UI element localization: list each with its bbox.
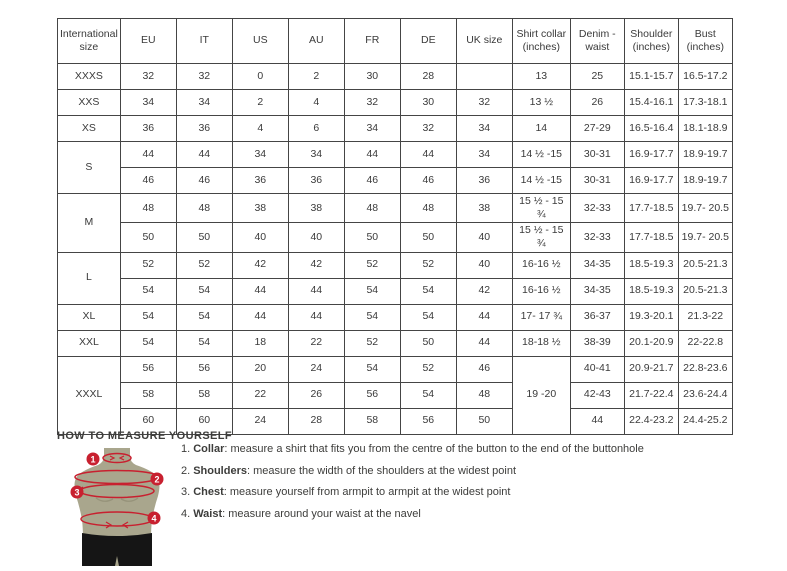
measure-instructions [181, 443, 644, 529]
size-value-cell: 21.7-22.4 [624, 382, 678, 408]
size-value-cell: 40 [456, 223, 512, 252]
size-row [58, 330, 733, 356]
size-value-cell: 6 [288, 116, 344, 142]
column-header: UK size [456, 19, 512, 64]
size-value-cell: 19.7- 20.5 [678, 194, 732, 223]
size-value-cell: 38-39 [570, 330, 624, 356]
size-value-cell: 56 [400, 408, 456, 434]
size-value-cell: 54 [400, 278, 456, 304]
size-value-cell: 48 [400, 194, 456, 223]
size-value-cell: 18.1-18.9 [678, 116, 732, 142]
size-value-cell: 20.5-21.3 [678, 278, 732, 304]
size-value-cell: 16.5-17.2 [678, 64, 732, 90]
column-header: FR [344, 19, 400, 64]
size-value-cell: 58 [344, 408, 400, 434]
size-value-cell: 52 [120, 252, 176, 278]
size-value-cell: 14 [512, 116, 570, 142]
size-value-cell: 17.7-18.5 [624, 223, 678, 252]
size-row [58, 90, 733, 116]
size-value-cell: 54 [400, 382, 456, 408]
size-value-cell: 36-37 [570, 304, 624, 330]
size-value-cell: 58 [120, 382, 176, 408]
size-value-cell: 34 [232, 142, 288, 168]
size-row [58, 382, 733, 408]
size-value-cell: 36 [120, 116, 176, 142]
size-value-cell: 50 [344, 223, 400, 252]
size-row [58, 64, 733, 90]
size-value-cell: 30-31 [570, 142, 624, 168]
header-row [58, 19, 733, 64]
measure-instruction-item [181, 443, 644, 465]
size-value-cell: 46 [456, 356, 512, 382]
size-value-cell: 17.7-18.5 [624, 194, 678, 223]
badge-4-number: 4 [151, 513, 157, 524]
size-value-cell: 32 [456, 90, 512, 116]
size-value-cell: 54 [344, 304, 400, 330]
instruction-text: : measure the width of the shoulders at the widest point [246, 464, 517, 477]
international-size-cell: XXXL [58, 356, 121, 434]
instruction-number: 2. [181, 464, 191, 477]
size-value-cell: 24 [288, 356, 344, 382]
size-value-cell: 22.4-23.2 [624, 408, 678, 434]
size-value-cell: 54 [120, 278, 176, 304]
size-value-cell: 34 [456, 116, 512, 142]
size-value-cell: 56 [120, 356, 176, 382]
size-chart-header [58, 19, 733, 64]
size-value-cell: 15.4-16.1 [624, 90, 678, 116]
size-chart-body [58, 64, 733, 435]
size-value-cell: 54 [400, 304, 456, 330]
size-value-cell: 17.3-18.1 [678, 90, 732, 116]
size-value-cell: 14 ½ -15 [512, 168, 570, 194]
size-value-cell: 40 [288, 223, 344, 252]
size-value-cell: 44 [456, 304, 512, 330]
size-value-cell: 54 [176, 330, 232, 356]
size-value-cell: 32-33 [570, 223, 624, 252]
column-header: IT [176, 19, 232, 64]
size-value-cell: 50 [400, 330, 456, 356]
size-value-cell: 46 [120, 168, 176, 194]
size-value-cell: 50 [456, 408, 512, 434]
size-value-cell: 16.5-16.4 [624, 116, 678, 142]
size-value-cell: 54 [176, 304, 232, 330]
instruction-label: Collar [193, 443, 225, 455]
measure-instruction-item [181, 465, 644, 487]
size-value-cell: 15.1-15.7 [624, 64, 678, 90]
size-value-cell: 42 [456, 278, 512, 304]
international-size-cell: S [58, 142, 121, 194]
size-value-cell: 42 [288, 252, 344, 278]
instruction-number: 4. [181, 507, 191, 520]
size-value-cell: 60 [176, 408, 232, 434]
instruction-label: Shoulders [193, 464, 247, 477]
column-header: Bust (inches) [678, 19, 732, 64]
size-value-cell: 28 [288, 408, 344, 434]
size-value-cell: 22-22.8 [678, 330, 732, 356]
column-header: International size [58, 19, 121, 64]
size-value-cell: 56 [344, 382, 400, 408]
international-size-cell: L [58, 252, 121, 304]
instruction-label: Waist [193, 507, 223, 520]
badge-2-number: 2 [154, 474, 160, 485]
size-value-cell: 15 ½ - 15 ¾ [512, 194, 570, 223]
size-value-cell: 54 [120, 304, 176, 330]
size-value-cell: 30 [344, 64, 400, 90]
size-value-cell: 20.9-21.7 [624, 356, 678, 382]
size-row [58, 356, 733, 382]
instruction-text: : measure around your waist at the navel [222, 507, 421, 520]
size-value-cell: 30-31 [570, 168, 624, 194]
size-value-cell: 46 [176, 168, 232, 194]
size-value-cell: 52 [344, 330, 400, 356]
instruction-text: : measure a shirt that fits you from the centre of the button to the end of the buttonhole [224, 443, 644, 455]
size-value-cell: 24.4-25.2 [678, 408, 732, 434]
size-value-cell: 22 [288, 330, 344, 356]
instruction-number: 3. [181, 486, 191, 498]
size-value-cell: 34 [456, 142, 512, 168]
column-header: US [232, 19, 288, 64]
international-size-cell: XXL [58, 330, 121, 356]
column-header: EU [120, 19, 176, 64]
size-value-cell: 48 [344, 194, 400, 223]
size-value-cell: 48 [176, 194, 232, 223]
size-value-cell: 23.6-24.4 [678, 382, 732, 408]
size-value-cell: 18.5-19.3 [624, 252, 678, 278]
size-value-cell: 42-43 [570, 382, 624, 408]
size-value-cell: 28 [400, 64, 456, 90]
size-value-cell: 38 [288, 194, 344, 223]
international-size-cell: XXXS [58, 64, 121, 90]
measure-instruction-item [181, 508, 644, 530]
size-value-cell: 20.1-20.9 [624, 330, 678, 356]
size-value-cell: 32 [400, 116, 456, 142]
size-value-cell: 54 [176, 278, 232, 304]
size-value-cell: 44 [288, 304, 344, 330]
size-value-cell: 58 [176, 382, 232, 408]
size-value-cell: 34 [288, 142, 344, 168]
size-row [58, 194, 733, 223]
size-value-cell: 32 [344, 90, 400, 116]
size-row [58, 252, 733, 278]
size-value-cell: 50 [176, 223, 232, 252]
column-header: Shoulder (inches) [624, 19, 678, 64]
size-value-cell: 44 [400, 142, 456, 168]
size-value-cell: 44 [456, 330, 512, 356]
size-value-cell: 32 [120, 64, 176, 90]
size-value-cell: 18.9-19.7 [678, 142, 732, 168]
size-value-cell: 22.8-23.6 [678, 356, 732, 382]
size-value-cell: 44 [232, 278, 288, 304]
size-value-cell: 34 [344, 116, 400, 142]
size-value-cell: 13 ½ [512, 90, 570, 116]
size-value-cell: 0 [232, 64, 288, 90]
size-value-cell: 34-35 [570, 278, 624, 304]
size-value-cell: 36 [288, 168, 344, 194]
size-value-cell [456, 64, 512, 90]
size-value-cell: 18 [232, 330, 288, 356]
size-row [58, 278, 733, 304]
size-value-cell: 17- 17 ¾ [512, 304, 570, 330]
size-value-cell: 32-33 [570, 194, 624, 223]
size-value-cell: 52 [176, 252, 232, 278]
size-value-cell: 26 [288, 382, 344, 408]
size-value-cell: 16.9-17.7 [624, 168, 678, 194]
size-value-cell: 44 [120, 142, 176, 168]
size-value-cell: 48 [456, 382, 512, 408]
size-chart-table [57, 18, 733, 435]
size-row [58, 116, 733, 142]
international-size-cell: XS [58, 116, 121, 142]
size-value-cell: 18-18 ½ [512, 330, 570, 356]
size-value-cell: 4 [288, 90, 344, 116]
column-header: DE [400, 19, 456, 64]
size-value-cell: 46 [344, 168, 400, 194]
size-value-cell: 38 [456, 194, 512, 223]
size-row [58, 168, 733, 194]
size-value-cell: 48 [120, 194, 176, 223]
measure-instruction-item [181, 486, 644, 508]
size-value-cell: 20.5-21.3 [678, 252, 732, 278]
size-value-cell: 54 [344, 278, 400, 304]
size-value-cell: 50 [400, 223, 456, 252]
size-value-cell: 13 [512, 64, 570, 90]
column-header: Shirt collar (inches) [512, 19, 570, 64]
size-value-cell: 40 [232, 223, 288, 252]
size-value-cell: 30 [400, 90, 456, 116]
size-value-cell: 36 [456, 168, 512, 194]
badge-1-number: 1 [90, 454, 96, 465]
international-size-cell: XXS [58, 90, 121, 116]
size-value-cell: 44 [288, 278, 344, 304]
size-value-cell: 22 [232, 382, 288, 408]
size-value-cell: 52 [400, 252, 456, 278]
instruction-label: Chest [193, 486, 224, 498]
measure-section-title: HOW TO MEASURE YOURSELF [57, 430, 233, 442]
size-value-cell: 34-35 [570, 252, 624, 278]
size-value-cell: 54 [120, 330, 176, 356]
size-value-cell: 19.7- 20.5 [678, 223, 732, 252]
size-value-cell: 19.3-20.1 [624, 304, 678, 330]
size-value-cell: 46 [400, 168, 456, 194]
size-value-cell: 24 [232, 408, 288, 434]
mannequin-illustration [60, 446, 190, 566]
size-value-cell: 44 [176, 142, 232, 168]
size-value-cell: 50 [120, 223, 176, 252]
size-value-cell: 18.9-19.7 [678, 168, 732, 194]
size-value-cell: 42 [232, 252, 288, 278]
size-value-cell: 4 [232, 116, 288, 142]
size-value-cell: 16.9-17.7 [624, 142, 678, 168]
size-value-cell: 54 [344, 356, 400, 382]
size-value-cell: 52 [400, 356, 456, 382]
size-value-cell: 52 [344, 252, 400, 278]
size-value-cell: 27-29 [570, 116, 624, 142]
size-value-cell: 15 ½ - 15 ¾ [512, 223, 570, 252]
badge-3-number: 3 [74, 487, 80, 498]
instruction-number: 1. [181, 443, 191, 455]
size-value-cell: 21.3-22 [678, 304, 732, 330]
size-value-cell: 2 [288, 64, 344, 90]
shirt-collar-merged-cell: 19 -20 [512, 356, 570, 434]
size-value-cell: 18.5-19.3 [624, 278, 678, 304]
size-value-cell: 38 [232, 194, 288, 223]
size-value-cell: 36 [176, 116, 232, 142]
size-value-cell: 34 [120, 90, 176, 116]
column-header: Denim - waist [570, 19, 624, 64]
size-value-cell: 14 ½ -15 [512, 142, 570, 168]
size-value-cell: 16-16 ½ [512, 252, 570, 278]
size-value-cell: 20 [232, 356, 288, 382]
size-value-cell: 44 [232, 304, 288, 330]
size-value-cell: 44 [344, 142, 400, 168]
size-value-cell: 40-41 [570, 356, 624, 382]
international-size-cell: M [58, 194, 121, 253]
size-value-cell: 44 [570, 408, 624, 434]
size-value-cell: 2 [232, 90, 288, 116]
size-value-cell: 32 [176, 64, 232, 90]
size-value-cell: 34 [176, 90, 232, 116]
size-value-cell: 16-16 ½ [512, 278, 570, 304]
size-row [58, 304, 733, 330]
instruction-text: : measure yourself from armpit to armpit at the widest point [223, 486, 511, 498]
size-value-cell: 36 [232, 168, 288, 194]
size-value-cell: 60 [120, 408, 176, 434]
size-value-cell: 25 [570, 64, 624, 90]
size-value-cell: 40 [456, 252, 512, 278]
size-row [58, 142, 733, 168]
size-row [58, 223, 733, 252]
column-header: AU [288, 19, 344, 64]
mannequin-figure [60, 446, 190, 566]
size-value-cell: 26 [570, 90, 624, 116]
international-size-cell: XL [58, 304, 121, 330]
size-value-cell: 56 [176, 356, 232, 382]
